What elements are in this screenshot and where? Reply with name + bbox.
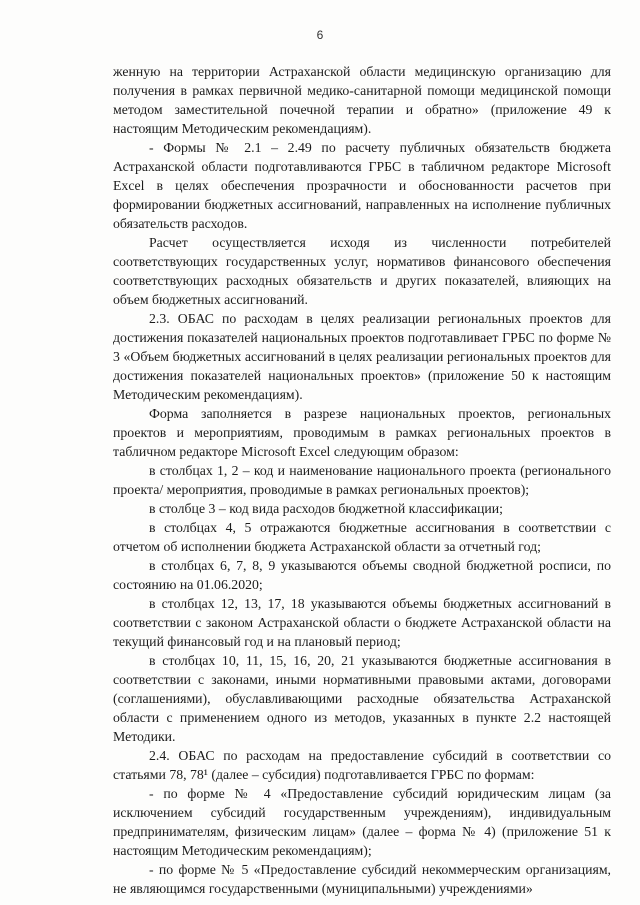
paragraph-calculation: Расчет осуществляется исходя из численности потребителей соответствующих государственных услуг, нормативов финансового обеспечения соответствующих расходных обязательств и других показателей, влияющих на объем бюджетных ассигнований. bbox=[113, 235, 611, 307]
page-number: 6 bbox=[316, 28, 324, 42]
paragraph-continuation: женную на территории Астраханской области медицинскую организацию для получения в рамках первичной медико-санитарной помощи медицинской помощи методом заместительной почечной терапии и обратно» (приложение 49 к настоящим Методическим рекомендациям). bbox=[113, 64, 611, 136]
paragraph-columns-12-18: в столбцах 12, 13, 17, 18 указываются объемы бюджетных ассигнований в соответствии с законом Астраханской области о бюджете Астраханской области на текущий финансовый год и на плановый период; bbox=[113, 596, 611, 649]
paragraph-columns-4-5: в столбцах 4, 5 отражаются бюджетные ассигнования в соответствии с отчетом об исполнении бюджета Астраханской области за отчетный год; bbox=[113, 520, 611, 554]
paragraph-form-fill: Форма заполняется в разрезе национальных проектов, региональных проектов и мероприятиям, проводимым в рамках региональных проектов в табличном редакторе Microsoft Excel следующим образом: bbox=[113, 406, 611, 459]
page-content bbox=[113, 62, 611, 898]
paragraph-columns-1-2: в столбцах 1, 2 – код и наименование национального проекта (регионального проекта/ мероприятия, проводимые в рамках региональных проектов); bbox=[113, 463, 611, 497]
paragraph-section-2-4: 2.4. ОБАС по расходам на предоставление субсидий в соответствии со статьями 78, 78¹ (далее – субсидия) подготавливается ГРБС по формам: bbox=[113, 748, 611, 782]
paragraph-columns-10-21: в столбцах 10, 11, 15, 16, 20, 21 указываются бюджетные ассигнования в соответствии с законами, иными нормативными правовыми актами, договорами (соглашениями), обуславливающими расходные обязательства Астраханской области с применением одного из методов, указанных в пункте 2.2 настоящей Методики. bbox=[113, 653, 611, 744]
paragraph-form-5: - по форме № 5 «Предоставление субсидий некоммерческим организациям, не являющимся государственными (муниципальными) учреждениями» bbox=[113, 862, 611, 896]
paragraph-form-4: - по форме № 4 «Предоставление субсидий юридическим лицам (за исключением субсидий государственным учреждениям), индивидуальным предпринимателям, физическим лицам» (далее – форма № 4) (приложение 51 к настоящим Методическим рекомендациям); bbox=[113, 786, 611, 858]
paragraph-column-3: в столбце 3 – код вида расходов бюджетной классификации; bbox=[149, 501, 503, 516]
paragraph-forms-2: - Формы № 2.1 – 2.49 по расчету публичных обязательств бюджета Астраханской области подготавливаются ГРБС в табличном редакторе Microsoft Excel в целях обеспечения прозрачности и обоснованности расчетов при формировании бюджетных ассигнований, направленных на исполнение публичных обязательств расходов. bbox=[113, 140, 611, 231]
paragraph-columns-6-9: в столбцах 6, 7, 8, 9 указываются объемы сводной бюджетной росписи, по состоянию на 01.06.2020; bbox=[113, 558, 611, 592]
paragraph-section-2-3: 2.3. ОБАС по расходам в целях реализации региональных проектов для достижения показателей национальных проектов подготавливает ГРБС по форме № 3 «Объем бюджетных ассигнований в целях реализации региональных проектов для достижения показателей национальных проектов» (приложение 50 к настоящим Методическим рекомендациям). bbox=[113, 311, 611, 402]
